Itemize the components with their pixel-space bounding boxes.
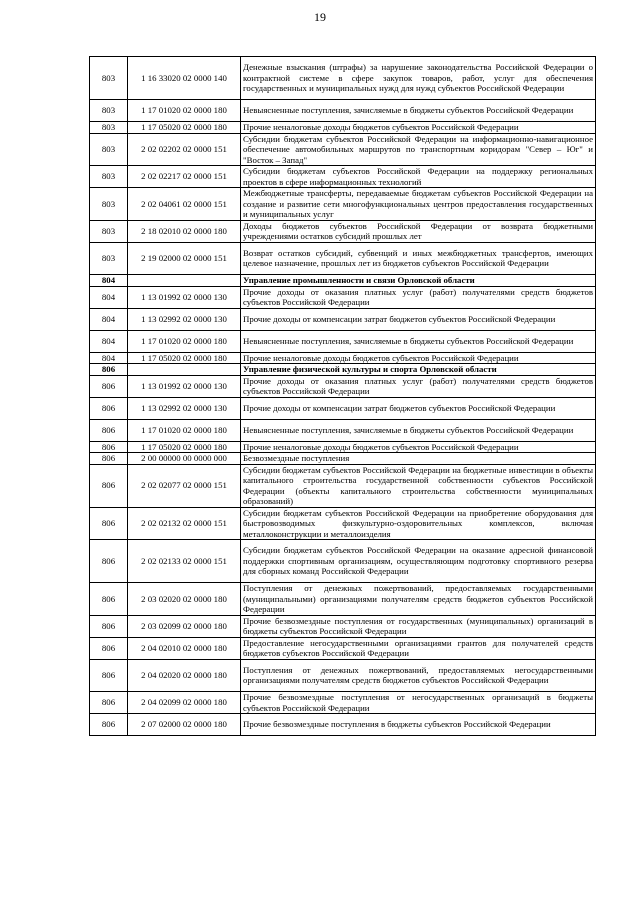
table-row xyxy=(90,692,596,714)
revenue-name-cell: Поступления от денежных пожертвований, предоставляемых государственными (муниципальными) организациями получателям средств бюджетов субъектов Российской Федерации xyxy=(241,583,596,616)
section-header-row xyxy=(90,364,596,376)
admin-code-cell: 806 xyxy=(90,397,128,419)
revenue-name-cell: Прочие безвозмездные поступления от негосударственных организаций в бюджеты субъектов Российской Федерации xyxy=(241,692,596,714)
revenue-name-cell: Прочие доходы от компенсации затрат бюджетов субъектов Российской Федерации xyxy=(241,397,596,419)
admin-code-cell: 806 xyxy=(90,375,128,397)
revenue-name-cell: Субсидии бюджетам субъектов Российской Федерации на информационно-навигационное обеспечение автомобильных маршрутов по транспортным коридорам "Север – Юг" и "Восток – Запад" xyxy=(241,133,596,166)
budget-classification-code-cell: 2 19 02000 02 0000 151 xyxy=(128,242,241,275)
table-row xyxy=(90,133,596,166)
revenue-name-cell: Субсидии бюджетам субъектов Российской Федерации на приобретение оборудования для быстровозводимых физкультурно-оздоровительных комплексов, включая металлоконструкции и металлоизделия xyxy=(241,507,596,540)
budget-classification-code-cell: 1 17 05020 02 0000 180 xyxy=(128,441,241,453)
table-row xyxy=(90,330,596,352)
table-row xyxy=(90,375,596,397)
admin-code-cell: 806 xyxy=(90,615,128,637)
revenue-name-cell: Прочие неналоговые доходы бюджетов субъектов Российской Федерации xyxy=(241,441,596,453)
admin-code-cell: 803 xyxy=(90,188,128,221)
budget-classification-code-cell: 2 02 02202 02 0000 151 xyxy=(128,133,241,166)
table-row xyxy=(90,453,596,465)
revenue-name-cell: Возврат остатков субсидий, субвенций и иных межбюджетных трансфертов, имеющих целевое назначение, прошлых лет из бюджетов субъектов Российской Федерации xyxy=(241,242,596,275)
revenue-name-cell: Невыясненные поступления, зачисляемые в бюджеты субъектов Российской Федерации xyxy=(241,419,596,441)
table-row xyxy=(90,507,596,540)
revenue-name-cell: Невыясненные поступления, зачисляемые в бюджеты субъектов Российской Федерации xyxy=(241,100,596,122)
table-row xyxy=(90,220,596,242)
admin-code-cell: 806 xyxy=(90,441,128,453)
table-row xyxy=(90,100,596,122)
budget-classification-code-cell: 1 13 01992 02 0000 130 xyxy=(128,375,241,397)
admin-code-cell: 803 xyxy=(90,133,128,166)
revenue-codes-table xyxy=(89,56,596,736)
table-row xyxy=(90,441,596,453)
admin-code-cell: 806 xyxy=(90,464,128,507)
budget-classification-code-cell: 2 02 02217 02 0000 151 xyxy=(128,166,241,188)
budget-classification-code-cell: 1 17 01020 02 0000 180 xyxy=(128,419,241,441)
budget-classification-code-cell: 1 16 33020 02 0000 140 xyxy=(128,57,241,100)
admin-code-cell: 806 xyxy=(90,364,128,376)
admin-code-cell: 803 xyxy=(90,166,128,188)
revenue-name-cell: Субсидии бюджетам субъектов Российской Федерации на оказание адресной финансовой поддержки спортивным организациям, осуществляющим подготовку спортивного резерва для сборных команд Российской Федерации xyxy=(241,540,596,583)
revenue-name-cell: Денежные взыскания (штрафы) за нарушение законодательства Российской Федерации о контрактной системе в сфере закупок товаров, работ, услуг для обеспечения государственных и муниципальных нужд для нужд субъектов Российской Федерации xyxy=(241,57,596,100)
section-title-cell: Управление физической культуры и спорта Орловской области xyxy=(241,364,596,376)
section-title-cell: Управление промышленности и связи Орловской области xyxy=(241,275,596,287)
table-row xyxy=(90,583,596,616)
budget-classification-code-cell: 1 13 02992 02 0000 130 xyxy=(128,308,241,330)
budget-classification-code-cell: 1 17 01020 02 0000 180 xyxy=(128,100,241,122)
table-row xyxy=(90,122,596,134)
budget-classification-code-cell: 2 03 02099 02 0000 180 xyxy=(128,615,241,637)
admin-code-cell: 806 xyxy=(90,507,128,540)
budget-classification-code-cell: 1 13 01992 02 0000 130 xyxy=(128,286,241,308)
budget-classification-code-cell: 2 07 02000 02 0000 180 xyxy=(128,714,241,736)
admin-code-cell: 806 xyxy=(90,659,128,692)
table-row xyxy=(90,352,596,364)
revenue-name-cell: Прочие неналоговые доходы бюджетов субъектов Российской Федерации xyxy=(241,352,596,364)
table-row xyxy=(90,419,596,441)
admin-code-cell: 804 xyxy=(90,352,128,364)
revenue-name-cell: Прочие доходы от оказания платных услуг (работ) получателями средств бюджетов субъектов Российской Федерации xyxy=(241,286,596,308)
revenue-name-cell: Прочие безвозмездные поступления от государственных (муниципальных) организаций в бюджеты субъектов Российской Федерации xyxy=(241,615,596,637)
table-row xyxy=(90,714,596,736)
admin-code-cell: 804 xyxy=(90,308,128,330)
table-row xyxy=(90,166,596,188)
admin-code-cell: 806 xyxy=(90,453,128,465)
revenue-name-cell: Межбюджетные трансферты, передаваемые бюджетам субъектов Российской Федерации на создание и развитие сети многофункциональных центров предоставления государственных и муниципальных услуг xyxy=(241,188,596,221)
budget-classification-code-cell: 2 04 02099 02 0000 180 xyxy=(128,692,241,714)
admin-code-cell: 804 xyxy=(90,286,128,308)
budget-classification-code-cell: 2 04 02020 02 0000 180 xyxy=(128,659,241,692)
revenue-name-cell: Прочие неналоговые доходы бюджетов субъектов Российской Федерации xyxy=(241,122,596,134)
revenue-name-cell: Доходы бюджетов субъектов Российской Федерации от возврата бюджетными учреждениями остатков субсидий прошлых лет xyxy=(241,220,596,242)
admin-code-cell: 806 xyxy=(90,637,128,659)
revenue-name-cell: Субсидии бюджетам субъектов Российской Федерации на бюджетные инвестиции в объекты капитального строительства государственной собственности субъектов Российской Федерации (объекты капитального строительства собственности муниципальных образований) xyxy=(241,464,596,507)
budget-classification-code-cell: 2 02 02133 02 0000 151 xyxy=(128,540,241,583)
table-row xyxy=(90,659,596,692)
table-row xyxy=(90,615,596,637)
page-number: 19 xyxy=(314,10,326,24)
budget-classification-code-cell: 2 18 02010 02 0000 180 xyxy=(128,220,241,242)
budget-classification-code-cell: 1 17 05020 02 0000 180 xyxy=(128,122,241,134)
budget-classification-code-cell xyxy=(128,275,241,287)
table-row xyxy=(90,308,596,330)
budget-classification-code-cell: 2 03 02020 02 0000 180 xyxy=(128,583,241,616)
revenue-name-cell: Прочие безвозмездные поступления в бюджеты субъектов Российской Федерации xyxy=(241,714,596,736)
revenue-name-cell: Невыясненные поступления, зачисляемые в бюджеты субъектов Российской Федерации xyxy=(241,330,596,352)
table-body xyxy=(90,57,596,736)
admin-code-cell: 803 xyxy=(90,242,128,275)
table-row xyxy=(90,57,596,100)
admin-code-cell: 803 xyxy=(90,100,128,122)
table-row xyxy=(90,286,596,308)
table-row xyxy=(90,637,596,659)
table-row xyxy=(90,464,596,507)
table-row xyxy=(90,540,596,583)
admin-code-cell: 804 xyxy=(90,330,128,352)
section-header-row xyxy=(90,275,596,287)
admin-code-cell: 803 xyxy=(90,57,128,100)
budget-classification-code-cell: 2 02 02077 02 0000 151 xyxy=(128,464,241,507)
budget-classification-code-cell: 1 13 02992 02 0000 130 xyxy=(128,397,241,419)
budget-classification-code-cell: 1 17 01020 02 0000 180 xyxy=(128,330,241,352)
admin-code-cell: 806 xyxy=(90,419,128,441)
budget-classification-code-cell: 2 00 00000 00 0000 000 xyxy=(128,453,241,465)
admin-code-cell: 806 xyxy=(90,714,128,736)
budget-classification-code-cell xyxy=(128,364,241,376)
table-row xyxy=(90,397,596,419)
revenue-name-cell: Прочие доходы от компенсации затрат бюджетов субъектов Российской Федерации xyxy=(241,308,596,330)
admin-code-cell: 803 xyxy=(90,220,128,242)
admin-code-cell: 803 xyxy=(90,122,128,134)
table-row xyxy=(90,242,596,275)
admin-code-cell: 806 xyxy=(90,540,128,583)
budget-classification-code-cell: 2 02 04061 02 0000 151 xyxy=(128,188,241,221)
revenue-name-cell: Субсидии бюджетам субъектов Российской Федерации на поддержку региональных проектов в сфере информационных технологий xyxy=(241,166,596,188)
revenue-name-cell: Поступления от денежных пожертвований, предоставляемых негосударственными организациями получателям средств бюджетов субъектов Российской Федерации xyxy=(241,659,596,692)
budget-classification-code-cell: 2 02 02132 02 0000 151 xyxy=(128,507,241,540)
budget-classification-code-cell: 2 04 02010 02 0000 180 xyxy=(128,637,241,659)
table-row xyxy=(90,188,596,221)
admin-code-cell: 804 xyxy=(90,275,128,287)
revenue-name-cell: Безвозмездные поступления xyxy=(241,453,596,465)
admin-code-cell: 806 xyxy=(90,692,128,714)
revenue-name-cell: Прочие доходы от оказания платных услуг (работ) получателями средств бюджетов субъектов Российской Федерации xyxy=(241,375,596,397)
admin-code-cell: 806 xyxy=(90,583,128,616)
budget-classification-code-cell: 1 17 05020 02 0000 180 xyxy=(128,352,241,364)
revenue-name-cell: Предоставление негосударственными организациями грантов для получателей средств бюджетов субъектов Российской Федерации xyxy=(241,637,596,659)
